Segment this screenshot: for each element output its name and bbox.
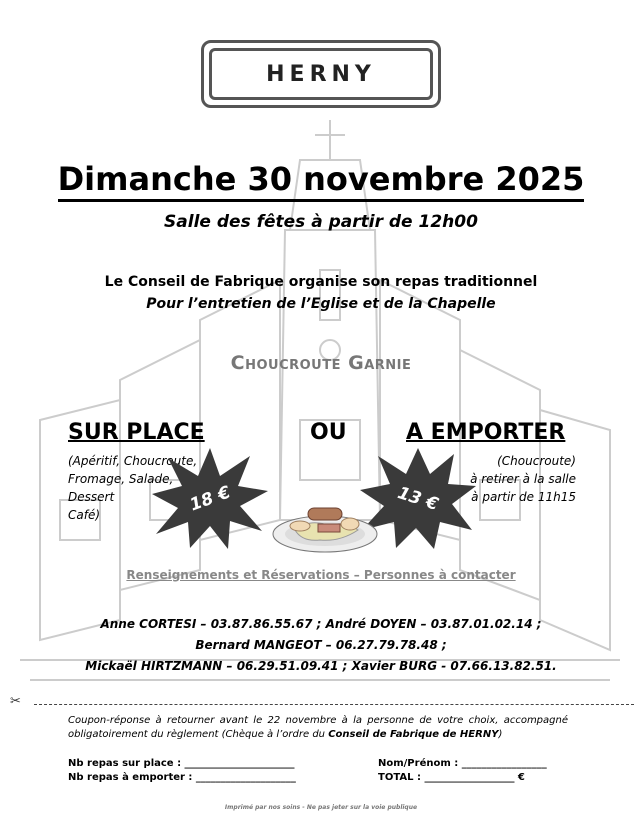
field-meals-takeaway: Nb repas à emporter : ____________________	[68, 772, 296, 783]
takeaway-details: (Choucroute) à retirer à la salle à partir de 11h15	[470, 454, 576, 504]
venue-time: Salle des fêtes à partir de 12h00	[164, 212, 478, 232]
on-site-price: 18 €	[187, 482, 233, 515]
field-total: TOTAL : __________________ €	[378, 772, 525, 783]
scissors-icon: ✂	[10, 694, 21, 709]
print-footer: Imprimé par nos soins - Ne pas jeter sur la voie publique	[224, 804, 418, 811]
on-site-details: (Apéritif, Choucroute, Fromage, Salade, Dessert Café)	[68, 454, 198, 522]
town-name: HERNY	[266, 61, 376, 87]
contact-line: Anne CORTESI – 03.87.86.55.67 ; André DOYEN – 03.87.01.02.14 ;	[100, 617, 542, 631]
field-name: Nom/Prénom : _________________	[378, 758, 547, 769]
contact-line: Bernard MANGEOT – 06.27.79.78.48 ;	[195, 638, 447, 652]
contact-line: Mickaël HIRTZMANN – 06.29.51.09.41 ; Xavier BURG - 07.66.13.82.51.	[85, 659, 557, 673]
organizer-line-1: Le Conseil de Fabrique organise son repas traditionnel	[104, 274, 538, 290]
on-site-heading: SUR PLACE	[68, 420, 205, 445]
or-separator: OU	[310, 420, 347, 445]
takeaway-heading: A EMPORTER	[406, 420, 566, 445]
coupon-instructions: Coupon-réponse à retourner avant le 22 novembre à la personne de votre choix, accompagné obligatoirement du règlement (Chèque à l’ordre du Conseil de Fabrique de HERNY)	[68, 715, 568, 740]
choucroute-plate-illustration	[270, 496, 380, 556]
cut-line	[8, 694, 634, 710]
contacts-heading: Renseignements et Réservations – Personnes à contacter	[126, 568, 516, 582]
takeaway-price: 13 €	[395, 482, 441, 515]
field-meals-on-site: Nb repas sur place : ______________________	[68, 758, 295, 769]
dish-name: Choucroute Garnie	[230, 352, 412, 374]
event-date-title: Dimanche 30 novembre 2025	[0, 160, 642, 198]
contacts-list	[0, 614, 642, 677]
town-sign	[201, 40, 441, 108]
organizer-line-2: Pour l’entretien de l’Eglise et de la Chapelle	[146, 296, 496, 312]
